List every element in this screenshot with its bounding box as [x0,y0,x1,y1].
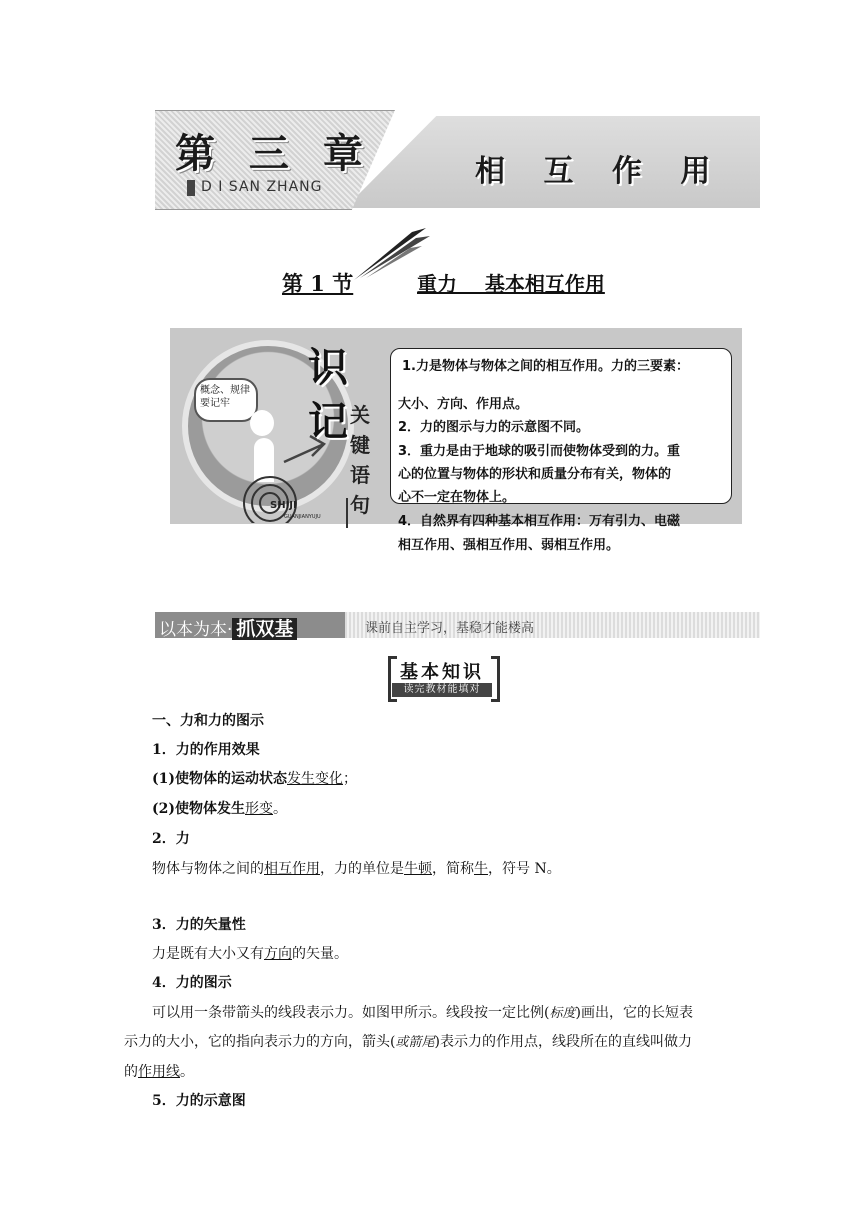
key-point-line: 4．自然界有四种基本相互作用：万有引力、电磁 [398,514,681,529]
subheading-4: 4．力的图示 [152,975,232,991]
key-point-line: 心不一定在物体上。 [398,490,516,505]
chapter-pinyin-marker [187,180,195,196]
text-span: 或箭尾 [395,1035,435,1050]
answer-blank: 牛 [474,861,488,877]
ji-character: 记 [308,399,348,445]
section-number: 第 1 节 [282,271,354,296]
chapter-banner [155,110,760,208]
paragraph-line [152,858,561,878]
knowledge-title: 基本知识 [400,662,484,683]
key-point-line: 3．重力是由于地球的吸引而使物体受到的力。重 [398,444,681,459]
key-point-line: 1.力是物体与物体之间的相互作用。力的三要素： [402,359,689,374]
text-span: ，力的单位是 [320,861,404,877]
shiji-sublabel: GUANJIANYUJU [284,514,321,520]
speech-bubble: 概念、规律要记牢 [194,378,258,422]
key-point-line: 2．力的图示与力的示意图不同。 [398,420,590,435]
paragraph-line [152,943,348,963]
text-span: 的矢量。 [292,946,348,962]
text-span: (1)使物体的运动状态 [152,771,287,787]
shi-character: 识 [308,345,348,391]
key-point-line: 大小、方向、作用点。 [398,397,529,412]
chapter-number: 第 三 章 [175,131,373,177]
answer-blank: 作用线 [138,1064,180,1080]
subheading-2: 2．力 [152,831,190,847]
answer-blank: 相互作用 [264,861,320,877]
text-span: )表示力的作用点，线段所在的直线叫做力 [434,1034,692,1050]
knowledge-badge [388,656,500,700]
paragraph-line [152,1002,693,1022]
text-span: )画出，它的长短表 [575,1005,693,1021]
text-span: ，符号 N。 [488,861,561,877]
answer-blank: 发生变化 [287,771,343,787]
section-banner [155,612,760,638]
text-span: 。 [273,801,287,817]
chapter-pinyin: D I SAN ZHANG [201,179,323,195]
text-span: 可以用一条带箭头的线段表示力。如图甲所示。线段按一定比例( [152,1005,550,1021]
paragraph-line [124,1061,194,1081]
text-span: 的 [124,1064,138,1080]
key-point-line: 相互作用、强相互作用、弱相互作用。 [398,538,620,553]
section-heading [282,266,642,300]
key-sentences-label: 关键语句 [350,403,370,517]
banner-title-plain: 以本为本· [159,620,233,640]
section-title: 重力 基本相互作用 [417,272,605,296]
banner-title-strong: 抓双基 [232,618,297,640]
text-span: ，简称 [432,861,474,877]
text-span: 物体与物体之间的 [152,861,264,877]
subheading-5: 5．力的示意图 [152,1093,246,1109]
answer-blank: 牛顿 [404,861,432,877]
subheading-3: 3．力的矢量性 [152,917,246,933]
text-span: 力是既有大小又有 [152,946,264,962]
text-span: 标度 [549,1006,576,1021]
answer-blank: 形变 [245,801,273,817]
key-points-panel [170,328,742,558]
section-banner-subtitle: 课前自主学习，基稳才能楼高 [365,621,535,636]
divider [346,498,348,528]
section-banner-left [155,612,345,638]
key-point-line: 心的位置与物体的形状和质量分布有关，物体的 [398,467,672,482]
text-span: (2)使物体发生 [152,801,245,817]
paragraph-line [152,768,357,788]
paragraph-line [152,798,287,818]
shiji-label: SHIJI [270,500,297,511]
paragraph-line [124,1031,692,1051]
chapter-title: 相 互 作 用 [475,154,725,189]
section-banner-title [159,614,297,641]
heading-1: 一、力和力的图示 [152,713,264,729]
subheading-1: 1．力的作用效果 [152,742,260,758]
bracket-right [491,656,500,702]
person-head-icon [250,410,274,436]
text-span: ； [343,771,357,787]
answer-blank: 方向 [264,946,292,962]
knowledge-subtitle: 读完教材能填对 [392,683,492,697]
text-span: 示力的大小，它的指向表示力的方向，箭头( [124,1034,396,1050]
text-span: 。 [180,1064,194,1080]
